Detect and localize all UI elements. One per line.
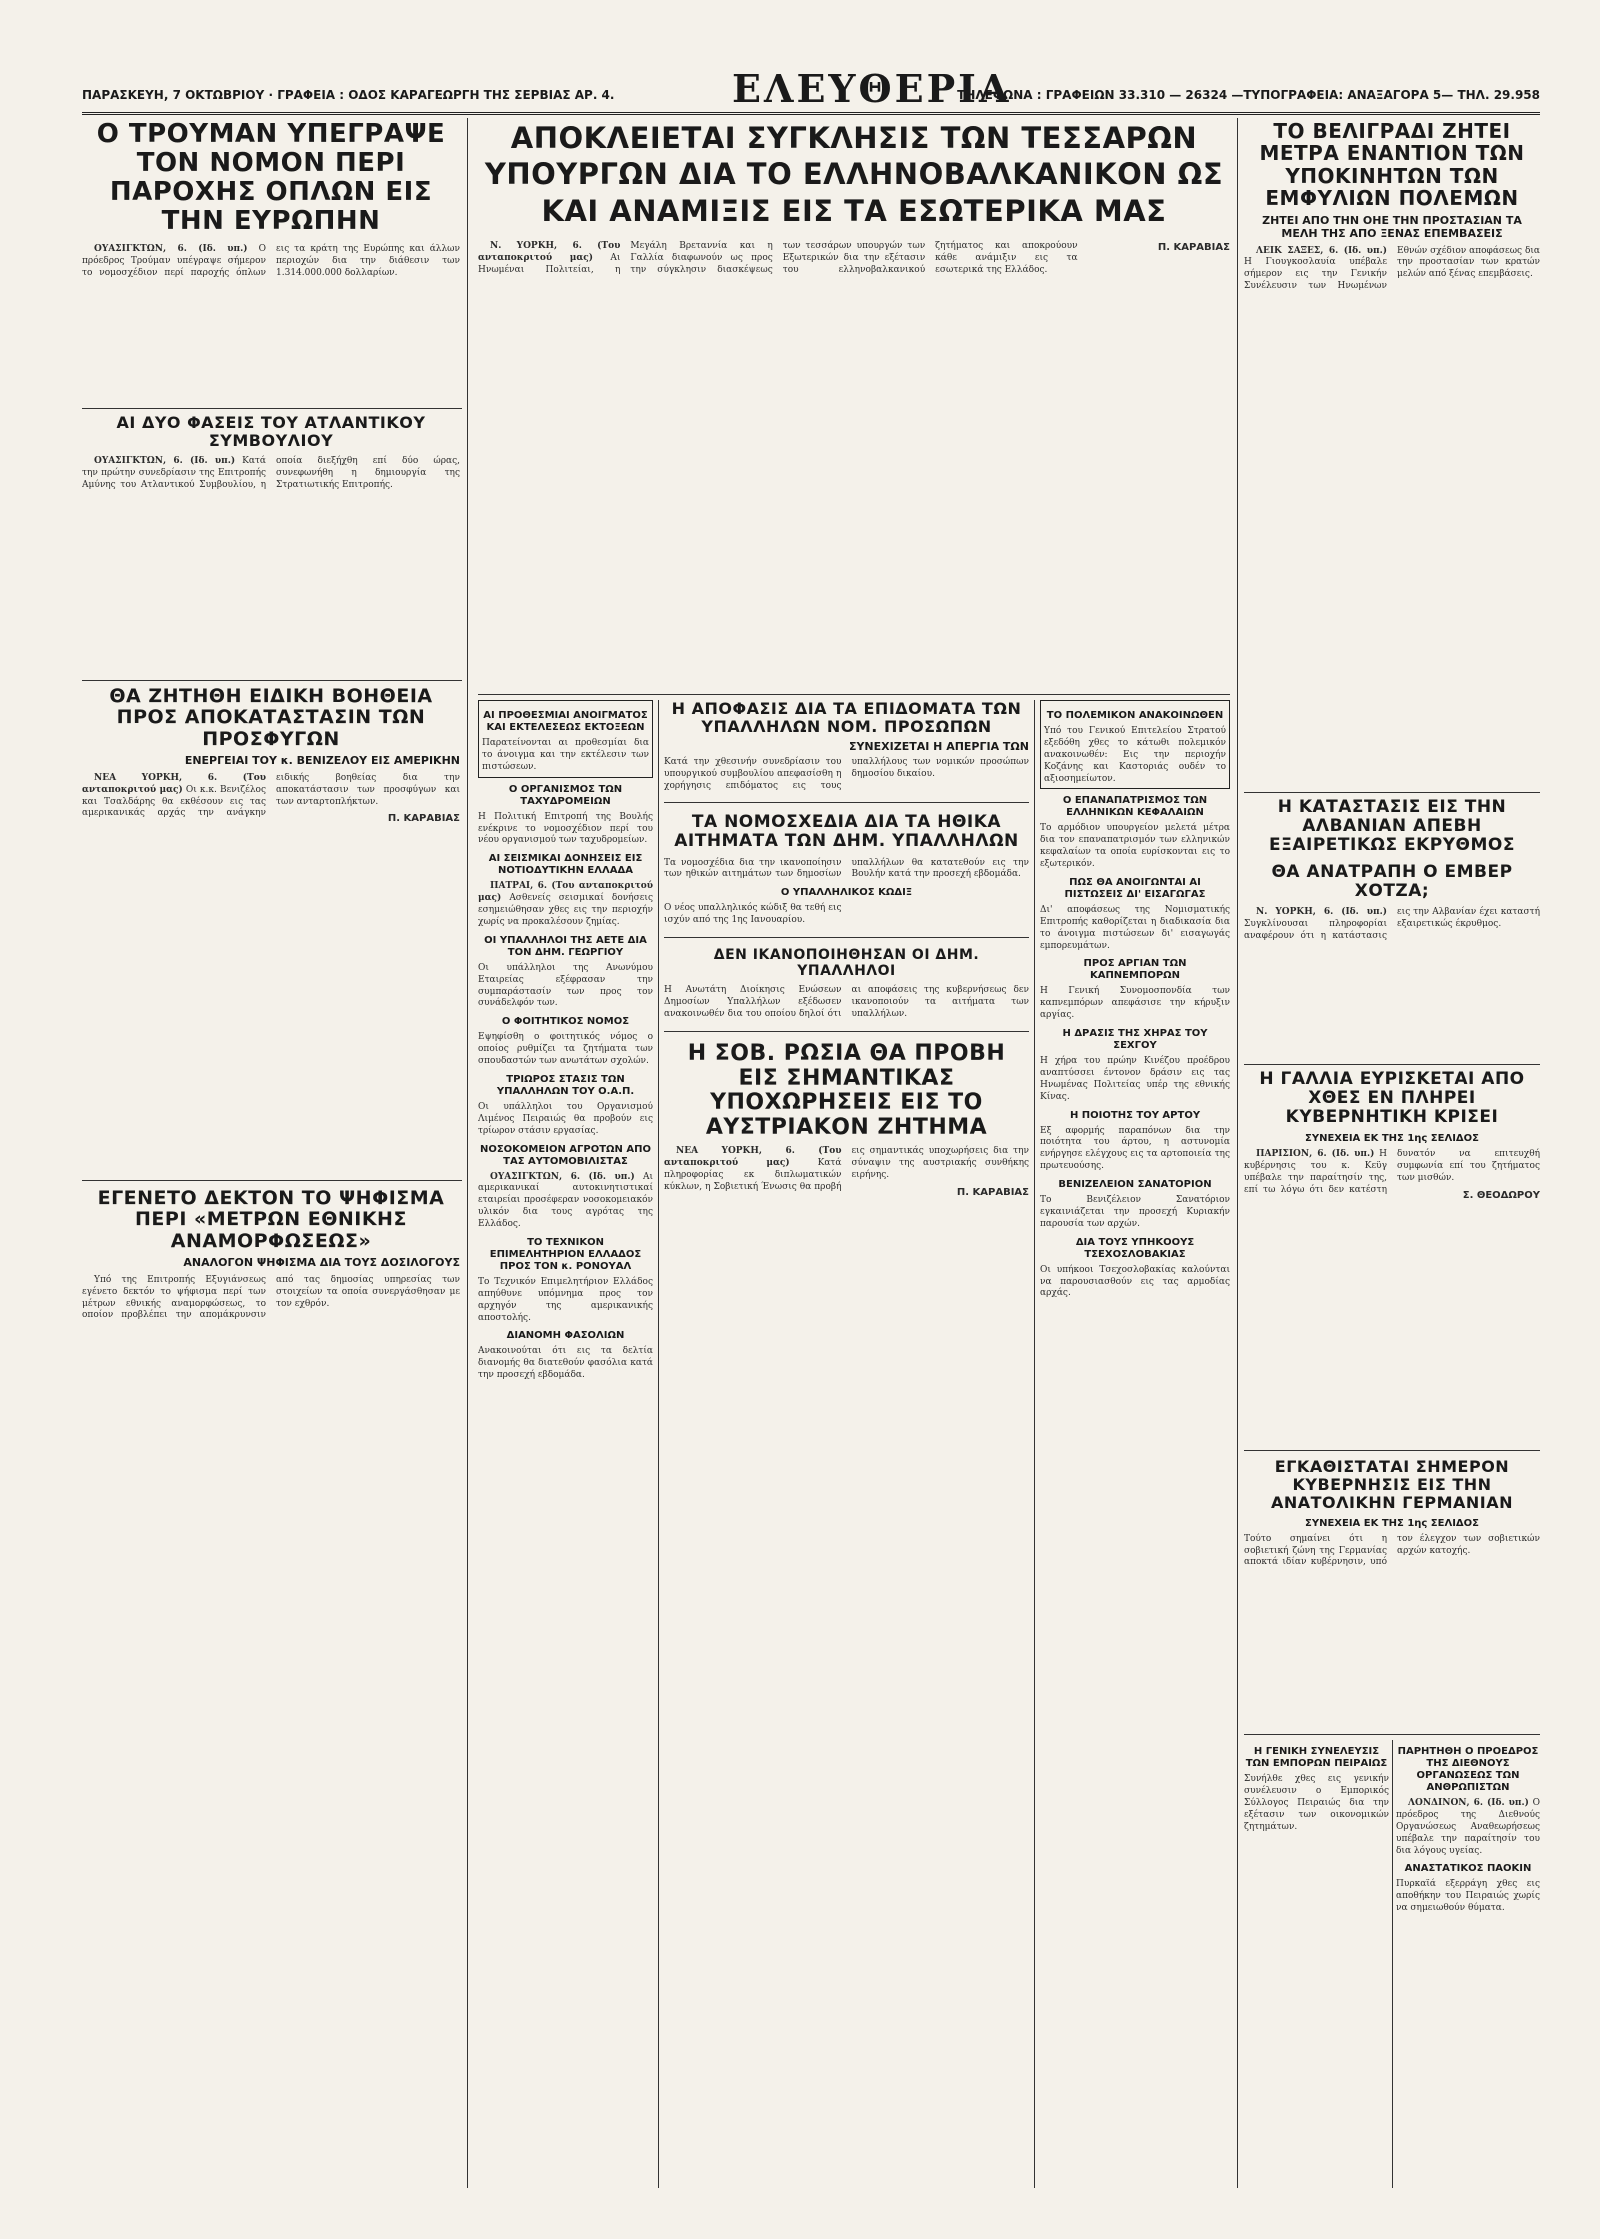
article-belgrade: [1244, 120, 1540, 780]
section-rule: [82, 680, 462, 681]
article-text: Το Βενιζέλειον Σανατόριον εγκαινιάζεται την προσεχή Κυριακήν παρουσία των αρχών.: [1040, 1195, 1230, 1229]
article-truman: [82, 120, 460, 390]
headline: ΟΙ ΥΠΑΛΛΗΛΟΙ ΤΗΣ ΑΕΤΕ ΔΙΑ ΤΟΝ ΔΗΜ. ΓΕΩΡΓΙΟΥ: [484, 934, 647, 958]
center-column-2: [664, 700, 1029, 2188]
article-reconstruction: [82, 1188, 460, 2188]
article-text: Ο πρόεδρος Τρούμαν υπέγραψε σήμερον το νομοσχέδιον περί παροχής όπλων εις τα κράτη της Ευρώπης και άλλων περιοχών δια την διάθεσιν των 1.314.000.000 δολλαρίων.: [82, 244, 460, 279]
article-germany: [1244, 1458, 1540, 1728]
article-body: [1244, 1149, 1540, 1202]
article-body: [82, 773, 460, 826]
headline: Ο ΦΟΙΤΗΤΙΚΟΣ ΝΟΜΟΣ: [501, 1016, 630, 1028]
headline: ΑΝΑΣΤΑΤΙΚΟΣ ΠΑΟΚΙΝ: [1404, 1863, 1532, 1875]
headline: ΤΟ ΤΕΧΝΙΚΟΝ ΕΠΙΜΕΛΗΤΗΡΙΟΝ ΕΛΛΑΔΟΣ ΠΡΟΣ ΤΟΝ κ. ΡΟΝΟΥΑΛ: [489, 1236, 642, 1272]
article-main: [478, 120, 1230, 690]
column-rule: [467, 118, 468, 2188]
signature: Π. ΚΑΡΑΒΙΑΣ: [956, 1187, 1029, 1199]
article-text: Υπό της Επιτροπής Εξυγιάνσεως εγένετο δεκτόν το ψήφισμα περί των μέτρων εθνικής αναμορφώσεως, το οποίον προβλέπει την απομάκρυνσιν από τας δημοσίας υπηρεσίας των στοιχείων τα οποία συνεργάσθησαν με τον εχθρόν.: [82, 1274, 460, 1321]
article-text: Οι υπήκοοι Τσεχοσλοβακίας καλούνται να παρουσιασθούν εις τας αρμοδίας αρχάς.: [1040, 1264, 1230, 1299]
headline: ΠΑΡΗΤΗΘΗ Ο ΠΡΟΕΔΡΟΣ ΤΗΣ ΔΙΕΘΝΟΥΣ ΟΡΓΑΝΩΣΕΩΣ ΤΩΝ ΑΝΘΡΩΠΙΣΤΩΝ: [1397, 1746, 1539, 1793]
headline: Η ΠΟΙΟΤΗΣ ΤΟΥ ΑΡΤΟΥ: [1069, 1109, 1201, 1121]
article-quakes: [478, 700, 653, 778]
section-rule: [664, 937, 1029, 938]
dateline: ΟΥΑΣΙΓΚΤΩΝ, 6. (Ιδ. υπ.): [94, 244, 248, 255]
headline: ΒΕΝΙΖΕΛΕΙΟΝ ΣΑΝΑΤΟΡΙΟΝ: [1058, 1179, 1212, 1190]
masthead: [82, 66, 1540, 115]
article-text: Δι' αποφάσεως της Νομισματικής Επιτροπής καθορίζεται η διαδικασία δια το άνοιγμα πιστώσεων δι' εισαγωγάς εμπορευμάτων.: [1040, 904, 1230, 951]
dateline: ΠΑΡΙΣΙΟΝ, 6. (Ιδ. υπ.): [1256, 1149, 1375, 1160]
headline: ΕΓΕΝΕΤΟ ΔΕΚΤΟΝ ΤΟ ΨΗΦΙΣΜΑ ΠΕΡΙ «ΜΕΤΡΩΝ ΕΘΝΙΚΗΣ ΑΝΑΜΟΡΦΩΣΕΩΣ»: [97, 1188, 445, 1252]
headline: ΤΟ ΒΕΛΙΓΡΑΔΙ ΖΗΤΕΙ ΜΕΤΡΑ ΕΝΑΝΤΙΟΝ ΤΩΝ ΥΠΟΚΙΝΗΤΩΝ ΤΩΝ ΕΜΦΥΛΙΩΝ ΠΟΛΕΜΩΝ: [1259, 120, 1525, 211]
article-text: Οι κ.κ. Βενιζέλος και Τσαλδάρης θα εκθέσουν εις τας αμερικανικάς αρχάς την ανάγκην ειδικής βοηθείας δια την αποκατάστασιν των προσφύγων και των ανταρτοπλήκτων.: [82, 772, 460, 819]
article-text: Η χήρα του πρώην Κινέζου προέδρου αναπτύσσει έντονον δράσιν εις τας Ηνωμένας Πολιτείας υπέρ της εθνικής Κίνας.: [1040, 1056, 1230, 1102]
headline: ΘΑ ΖΗΤΗΘΗ ΕΙΔΙΚΗ ΒΟΗΘΕΙΑ ΠΡΟΣ ΑΠΟΚΑΤΑΣΤΑΣΙΝ ΤΩΝ ΠΡΟΣΦΥΓΩΝ: [109, 686, 433, 750]
article-atlantic: [82, 414, 460, 674]
section-rule: [1244, 1734, 1540, 1735]
dateline: Ν. ΥΟΡΚΗ, 6. (Ιδ. υπ.): [1256, 907, 1387, 918]
headline: ΑΙ ΠΡΟΘΕΣΜΙΑΙ ΑΝΟΙΓΜΑΤΟΣ ΚΑΙ ΕΚΤΕΛΕΣΕΩΣ ΕΚΤΟΞΕΩΝ: [483, 710, 648, 733]
article-text: Το αρμόδιον υπουργείον μελετά μέτρα δια τον επαναπατρισμόν των ελληνικών κεφαλαίων τα οποία ευρίσκονται εις το εξωτερικόν.: [1040, 823, 1230, 869]
column-rule: [1237, 118, 1238, 2188]
headline: ΤΑ ΝΟΜΟΣΧΕΔΙΑ ΔΙΑ ΤΑ ΗΘΙΚΑ ΑΙΤΗΜΑΤΑ ΤΩΝ ΔΗΜ. ΥΠΑΛΛΗΛΩΝ: [674, 812, 1019, 852]
dateline: ΟΥΑΣΙΓΚΤΩΝ, 6. (Ιδ. υπ.): [94, 455, 236, 466]
headline: Η ΚΑΤΑΣΤΑΣΙΣ ΕΙΣ ΤΗΝ ΑΛΒΑΝΙΑΝ ΑΠΕΒΗ ΕΞΑΙΡΕΤΙΚΩΣ ΕΚΡΥΘΜΟΣ: [1269, 798, 1515, 856]
signature: Π. ΚΑΡΑΒΙΑΣ: [1157, 241, 1230, 253]
article-refugees: [82, 686, 460, 1166]
article-text: Αι Ηνωμέναι Πολιτείαι, η Μεγάλη Βρεταννία και η Γαλλία διαφωνούν ως προς την σύγκλησιν διασκέψεως των τεσσάρων υπουργών των Εξωτερικών δια την εξέτασιν του ελληνοβαλκανικού ζητήματος και αποκρούουν κάθε ανάμιξιν εις τα εσωτερικά της Ελλάδος.: [478, 240, 1078, 275]
article-text: Ανακοινούται ότι εις τα δελτία διανομής θα διατεθούν φασόλια κατά την προσεχή εβδομάδα.: [478, 1346, 653, 1381]
dateline: ΠΑΤΡΑΙ, 6. (Του ανταποκριτού μας): [478, 881, 653, 904]
headline: ΤΟ ΠΟΛΕΜΙΚΟΝ ΑΝΑΚΟΙΝΩΘΕΝ: [1046, 710, 1224, 721]
article-text: Κατά πληροφορίας εκ διπλωματικών κύκλων, η Σοβιετική Ένωσις θα προβή εις σημαντικάς υποχωρήσεις δια την σύναψιν της αυστριακής συνθήκης ειρήνης.: [664, 1146, 1029, 1193]
article-text: Ο πρόεδρος της Διεθνούς Οργανώσεως Αναθεωρήσεως υπέβαλε την παραίτησίν του δια λόγους υγείας.: [1396, 1798, 1540, 1856]
section-rule: [664, 802, 1029, 803]
article-text: Ασθενείς σεισμικαί δονήσεις εσημειώθησαν χθες εις την περιοχήν χωρίς να προκαλέσουν ζημίας.: [478, 893, 653, 927]
article-text: Η κυβέρνησις του κ. Κεϋγ υπέβαλε την παραίτησίν της, επί τω λόγω ότι δεν κατέστη δυνατόν να επιτευχθή συμφωνία επί του ζητήματος των μισθών.: [1244, 1149, 1540, 1195]
date-line: ΠΑΡΑΣΚΕΥΗ, 7 ΟΚΤΩΒΡΙΟΥ · ΓΡΑΦΕΙΑ : ΟΔΟΣ ΚΑΡΑΓΕΩΡΓΗ ΤΗΣ ΣΕΡΒΙΑΣ ΑΡ. 4.: [82, 88, 615, 102]
headline: Η ΓΑΛΛΙΑ ΕΥΡΙΣΚΕΤΑΙ ΑΠΟ ΧΘΕΣ ΕΝ ΠΛΗΡΕΙ ΚΥΒΕΡΝΗΤΙΚΗ ΚΡΙΣΕΙ: [1259, 1070, 1525, 1128]
headline: Η ΓΕΝΙΚΗ ΣΥΝΕΛΕΥΣΙΣ ΤΩΝ ΕΜΠΟΡΩΝ ΠΕΙΡΑΙΩΣ: [1245, 1746, 1388, 1769]
article-military: [1040, 700, 1230, 789]
article-body: [478, 241, 1230, 277]
article-text: Εψηφίσθη ο φοιτητικός νόμος ο οποίος ρυθμίζει τα ζητήματα των σπουδαστών των ανωτάτων σχολών.: [478, 1032, 653, 1066]
dateline: ΝΕΑ ΥΟΡΚΗ, 6. (Του ανταποκριτού μας): [664, 1146, 842, 1169]
dateline: ΛΟΝΔΙΝΟΝ, 6. (Ιδ. υπ.): [1408, 1798, 1529, 1808]
article-text: Το Τεχνικόν Επιμελητήριον Ελλάδος απηύθυνε υπόμνημα προς τον αρχηγόν της αμερικανικής αποστολής.: [478, 1276, 653, 1323]
section-rule: [478, 694, 1230, 695]
subhead: ΕΝΕΡΓΕΙΑΙ ΤΟΥ κ. ΒΕΝΙΖΕΛΟΥ ΕΙΣ ΑΜΕΡΙΚΗΝ: [184, 753, 460, 767]
contact-line: ΤΗΛΕΦΩΝΑ : ΓΡΑΦΕΙΩΝ 33.310 — 26324 —ΤΥΠΟΓΡΑΦΕΙΑ: ΑΝΑΞΑΓΟΡΑ 5— ΤΗΛ. 29.958: [957, 88, 1540, 102]
article-ports: [1244, 1740, 1389, 2188]
dateline: ΟΥΑΣΙΓΚΤΩΝ, 6. (Ιδ. υπ.): [490, 1171, 635, 1182]
article-text: Η Πολιτική Επιτροπή της Βουλής ενέκρινε το νομοσχέδιον περί του νέου οργανισμού των ταχυδρομείων.: [478, 811, 653, 846]
article-body: [664, 1146, 1029, 1199]
article-text: Η Γιουγκοσλαυία υπέβαλε σήμερον εις την Γενικήν Συνέλευσιν των Ηνωμένων Εθνών σχέδιον αποφάσεως δια την προστασίαν των κρατών μελών από ξένας επεμβάσεις.: [1244, 245, 1540, 292]
article-text: Ο νέος υπαλληλικός κώδιξ θα τεθή εις ισχύν από της 1ης Ιανουαρίου.: [664, 903, 842, 926]
article-text: Συνήλθε χθες εις γενικήν συνέλευσιν ο Εμπορικός Σύλλογος Πειραιώς δια την εξέτασιν των οικονομικών ζητημάτων.: [1244, 1774, 1389, 1832]
headline: ΤΡΙΩΡΟΣ ΣΤΑΣΙΣ ΤΩΝ ΥΠΑΛΛΗΛΩΝ ΤΟΥ Ο.Α.Π.: [496, 1073, 635, 1097]
article-body: [478, 881, 653, 929]
headline: Ο ΕΠΑΝΑΠΑΤΡΙΣΜΟΣ ΤΩΝ ΕΛΛΗΝΙΚΩΝ ΚΕΦΑΛΑΙΩΝ: [1062, 795, 1208, 819]
newspaper-title: ΕΛΕΥΘΕΡΙΑ: [732, 66, 1012, 111]
article-body: [82, 244, 460, 281]
headline: Η ΑΠΟΦΑΣΙΣ ΔΙΑ ΤΑ ΕΠΙΔΟΜΑΤΑ ΤΩΝ ΥΠΑΛΛΗΛΩΝ ΝΟΜ. ΠΡΟΣΩΠΩΝ: [671, 700, 1022, 736]
article-text: Οι υπάλληλοι του Οργανισμού Λιμένος Πειραιώς θα προβούν εις τρίωρον στάσιν εργασίας.: [478, 1101, 653, 1136]
article-body: [1244, 246, 1540, 294]
headline: Ο ΥΠΑΛΛΗΛΙΚΟΣ ΚΩΔΙΞ: [780, 887, 913, 899]
section-rule: [82, 408, 462, 409]
article-body: [478, 1172, 653, 1231]
column-rule: [1034, 700, 1035, 2188]
center-column-1: [478, 700, 653, 2188]
subhead: ΑΝΑΛΟΓΟΝ ΨΗΦΙΣΜΑ ΔΙΑ ΤΟΥΣ ΔΟΣΙΛΟΓΟΥΣ: [183, 1255, 460, 1269]
headline: Ο ΤΡΟΥΜΑΝ ΥΠΕΓΡΑΨΕ ΤΟΝ ΝΟΜΟΝ ΠΕΡΙ ΠΑΡΟΧΗΣ ΟΠΛΩΝ ΕΙΣ ΤΗΝ ΕΥΡΩΠΗΝ: [96, 120, 446, 237]
article-text: Παρατείνονται αι προθεσμίαι δια το άνοιγμα και την εκτέλεσιν των πιστώσεων.: [482, 738, 649, 772]
section-rule: [664, 1031, 1029, 1032]
headline: ΔΙΑΝΟΜΗ ΦΑΣΟΛΙΩΝ: [506, 1330, 625, 1342]
article-text: Εξ αφορμής παραπόνων δια την ποιότητα του άρτου, η αστυνομία ενήργησε ελέγχους εις τα αρτοποιεία της πρωτευούσης.: [1040, 1125, 1230, 1172]
headline: ΠΩΣ ΘΑ ΑΝΟΙΓΩΝΤΑΙ ΑΙ ΠΙΣΤΩΣΕΙΣ ΔΙ' ΕΙΣΑΓΩΓΑΣ: [1064, 876, 1206, 900]
dateline: ΝΕΑ ΥΟΡΚΗ, 6. (Του ανταποκριτού μας): [82, 772, 266, 795]
headline: Ο ΟΡΓΑΝΙΣΜΟΣ ΤΩΝ ΤΑΧΥΔΡΟΜΕΙΩΝ: [508, 783, 623, 807]
headline: Η ΣΟΒ. ΡΩΣΙΑ ΘΑ ΠΡΟΒΗ ΕΙΣ ΣΗΜΑΝΤΙΚΑΣ ΥΠΟΧΩΡΗΣΕΙΣ ΕΙΣ ΤΟ ΑΥΣΤΡΙΑΚΟΝ ΖΗΤΗΜΑ: [687, 1040, 1006, 1140]
headline: ΑΙ ΔΥΟ ΦΑΣΕΙΣ ΤΟΥ ΑΤΛΑΝΤΙΚΟΥ ΣΥΜΒΟΥΛΙΟΥ: [116, 414, 426, 450]
section-rule: [1244, 792, 1540, 793]
dateline: Ν. ΥΟΡΚΗ, 6. (Του ανταποκριτού μας): [478, 240, 621, 263]
article-text: Πυρκαϊά εξερράγη χθες εις αποθήκην του Πειραιώς χωρίς να σημειωθούν θύματα.: [1396, 1879, 1540, 1914]
article-body: [1396, 1798, 1540, 1857]
continued-note: ΣΥΝΕΧΕΙΑ ΕΚ ΤΗΣ 1ης ΣΕΛΙΔΟΣ: [1305, 1133, 1479, 1145]
center-column-3: [1040, 700, 1230, 2188]
signature: Π. ΚΑΡΑΒΙΑΣ: [387, 813, 460, 825]
article-body: [1244, 907, 1540, 943]
article-body: [82, 456, 460, 493]
article-text: Κατά την πρώτην συνεδρίασιν της Επιτροπής Αμύνης του Ατλαντικού Συμβουλίου, η οποία διεξήχθη επί δύο ώρας, συνεφωνήθη η δημιουργία της Στρατιωτικής Επιτροπής.: [82, 455, 460, 490]
headline: ΝΟΣΟΚΟΜΕΙΟΝ ΑΓΡΟΤΩΝ ΑΠΟ ΤΑΣ ΑΥΤΟΜΟΒΙΛΙΣΤΑΣ: [479, 1143, 652, 1167]
section-rule: [1244, 1064, 1540, 1065]
headline: ΑΠΟΚΛΕΙΕΤΑΙ ΣΥΓΚΛΗΣΙΣ ΤΩΝ ΤΕΣΣΑΡΩΝ ΥΠΟΥΡΓΩΝ ΔΙΑ ΤΟ ΕΛΛΗΝΟΒΑΛΚΑΝΙΚΟΝ ΩΣ ΚΑΙ ΑΝΑΜΙΞΙΣ ΕΙΣ ΤΑ ΕΣΩΤΕΡΙΚΑ ΜΑΣ: [484, 121, 1224, 228]
article-president: [1396, 1740, 1540, 2188]
headline: ΑΙ ΣΕΙΣΜΙΚΑΙ ΔΟΝΗΣΕΙΣ ΕΙΣ ΝΟΤΙΟΔΥΤΙΚΗΝ ΕΛΛΑΔΑ: [488, 853, 643, 877]
signature: Σ. ΘΕΟΔΩΡΟΥ: [1462, 1189, 1540, 1201]
headline: ΕΓΚΑΘΙΣΤΑΤΑΙ ΣΗΜΕΡΟΝ ΚΥΒΕΡΝΗΣΙΣ ΕΙΣ ΤΗΝ ΑΝΑΤΟΛΙΚΗΝ ΓΕΡΜΑΝΙΑΝ: [1270, 1458, 1514, 1512]
subhead: ΘΑ ΑΝΑΤΡΑΠΗ Ο ΕΜΒΕΡ ΧΟΤΖΑ;: [1271, 862, 1513, 902]
article-text: Η Γενική Συνομοσπονδία των καπνεμπόρων απεφάσισε την κήρυξιν αργίας.: [1040, 986, 1230, 1021]
article-albania: [1244, 798, 1540, 1058]
article-text: Αι αμερικανικαί αυτοκινητιστικαί εταιρείαι προσέφεραν νοσοκομειακόν υλικόν δια τους αγρότας της Ελλάδος.: [478, 1171, 653, 1229]
subhead: ΖΗΤΕΙ ΑΠΟ ΤΗΝ ΟΗΕ ΤΗΝ ΠΡΟΣΤΑΣΙΑΝ ΤΑ ΜΕΛΗ ΤΗΣ ΑΠΟ ΞΕΝΑΣ ΕΠΕΜΒΑΣΕΙΣ: [1262, 213, 1522, 240]
article-text: Υπό του Γενικού Επιτελείου Στρατού εξεδόθη χθες το κάτωθι πολεμικόν ανακοινωθέν: Εις την περιοχήν Κοζάνης και Καστοριάς ουδέν το αξιοσημείωτον.: [1044, 726, 1226, 784]
article-text: Τα νομοσχέδια δια την ικανοποίησιν των ηθικών αιτημάτων των δημοσίων υπαλλήλων θα κατατεθούν εις την Βουλήν κατά την προσεχή εβδομάδα.: [664, 857, 1029, 880]
headline: ΠΡΟΣ ΑΡΓΙΑΝ ΤΩΝ ΚΑΠΝΕΜΠΟΡΩΝ: [1083, 958, 1187, 982]
article-text: Συγκλίνουσαι πληροφορίαι αναφέρουν ότι η κατάστασις εις την Αλβανίαν έχει καταστή εξαιρετικώς έκρυθμος.: [1244, 907, 1540, 941]
section-rule: [82, 1180, 462, 1181]
headline: ΔΕΝ ΙΚΑΝΟΠΟΙΗΘΗΣΑΝ ΟΙ ΔΗΜ. ΥΠΑΛΛΗΛΟΙ: [713, 947, 980, 979]
article-text: Κατά την χθεσινήν συνεδρίασιν του υπουργικού συμβουλίου απεφασίσθη η χορήγησις επιδόματος εις τους υπαλλήλους των νομικών προσώπων δημοσίου δικαίου.: [664, 756, 1029, 791]
article-text: Τούτο σημαίνει ότι η σοβιετική ζώνη της Γερμανίας αποκτά ιδίαν κυβέρνησιν, υπό τον έλεγχον των σοβιετικών αρχών κατοχής.: [1244, 1533, 1540, 1568]
subhead: ΣΥΝΕΧΙΖΕΤΑΙ Η ΑΠΕΡΓΙΑ ΤΩΝ: [848, 739, 1029, 753]
article-body: [82, 1275, 460, 1323]
headline: Η ΔΡΑΣΙΣ ΤΗΣ ΧΗΡΑΣ ΤΟΥ ΣΕΧΓΟΥ: [1062, 1028, 1208, 1051]
section-rule: [1244, 1450, 1540, 1451]
continued-note: ΣΥΝΕΧΕΙΑ ΕΚ ΤΗΣ 1ης ΣΕΛΙΔΟΣ: [1305, 1517, 1479, 1529]
dateline: ΛΕΙΚ ΣΑΞΕΣ, 6. (Ιδ. υπ.): [1256, 245, 1387, 256]
column-rule: [658, 700, 659, 2188]
column-rule: [1392, 1740, 1393, 2188]
article-text: Η Ανωτάτη Διοίκησις Ενώσεων Δημοσίων Υπαλλήλων εξέδωσεν ανακοινωθέν δια του οποίου δηλοί ότι αι αποφάσεις της κυβερνήσεως δεν ικανοποιούν τα αιτήματα των υπαλλήλων.: [664, 985, 1029, 1020]
headline: ΔΙΑ ΤΟΥΣ ΥΠΗΚΟΟΥΣ ΤΣΕΧΟΣΛΟΒΑΚΙΑΣ: [1075, 1236, 1195, 1260]
article-text: Οι υπάλληλοι της Ανωνύμου Εταιρείας εξέφρασαν την συμπαράστασίν των προς τον συνάδελφόν των.: [478, 962, 653, 1009]
